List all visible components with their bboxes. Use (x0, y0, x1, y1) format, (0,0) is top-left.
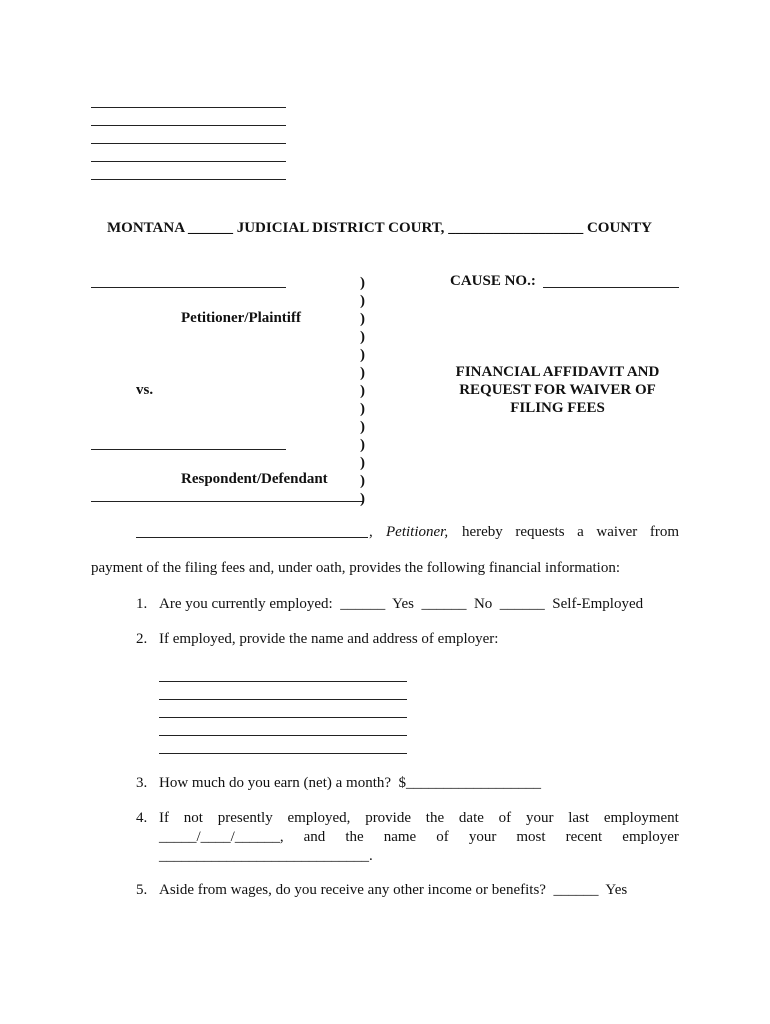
caption-bottom-line (91, 501, 363, 502)
q4-line-2 (159, 829, 679, 846)
paren-1: ) (360, 275, 365, 291)
address-line-5[interactable] (91, 179, 286, 180)
q4-word: employed, (287, 810, 351, 826)
q4-word: the (345, 829, 364, 845)
q4-word: employment (603, 810, 679, 826)
document-title (440, 363, 675, 417)
q2-number: 2. (136, 631, 148, 647)
address-line-2[interactable] (91, 125, 286, 126)
q4-word: date (458, 810, 484, 826)
q4-number: 4. (136, 810, 148, 826)
q5-number: 5. (136, 882, 148, 898)
paren-8: ) (360, 401, 365, 417)
paren-4: ) (360, 329, 365, 345)
intro-word: requests (515, 524, 565, 540)
address-line-3[interactable] (91, 143, 286, 144)
title-line-1: FINANCIAL AFFIDAVIT AND (455, 364, 660, 380)
intro-line-2: payment of the filing fees and, under oath, provides the following financial information: (91, 560, 621, 576)
q4-word: If (159, 810, 169, 826)
q4-word: and (303, 829, 326, 845)
q4-word: presently (217, 810, 273, 826)
employer-line-2[interactable] (159, 699, 407, 700)
cause-no-label: CAUSE NO.: (450, 273, 536, 289)
q4-word: last (568, 810, 590, 826)
vs-label: vs. (136, 382, 154, 398)
paren-3: ) (360, 311, 365, 327)
intro-comma: , (369, 524, 373, 540)
paren-9: ) (360, 419, 365, 435)
q4-word: of (498, 810, 512, 826)
caption-paren-column (360, 274, 370, 508)
q4-employer-blank[interactable]: ____________________________. (159, 848, 373, 864)
employer-line-1[interactable] (159, 681, 407, 682)
paren-12: ) (360, 473, 365, 489)
petitioner-name-line[interactable] (91, 287, 286, 288)
q2-text: If employed, provide the name and address of employer: (159, 631, 499, 647)
q4-word: the (425, 810, 445, 826)
intro-petitioner-word: Petitioner, (386, 524, 449, 540)
q1-number: 1. (136, 596, 148, 612)
cause-no-field[interactable] (543, 287, 679, 288)
q3-number: 3. (136, 775, 148, 791)
intro-word: a (577, 524, 584, 540)
q4-word: not (183, 810, 203, 826)
employer-line-3[interactable] (159, 717, 407, 718)
title-line-3: FILING FEES (510, 400, 605, 416)
respondent-name-line[interactable] (91, 449, 286, 450)
respondent-label: Respondent/Defendant (181, 471, 328, 487)
petitioner-name-blank[interactable] (136, 537, 368, 538)
q4-word: your (525, 810, 554, 826)
address-line-4[interactable] (91, 161, 286, 162)
title-line-2: REQUEST FOR WAIVER OF (459, 382, 656, 398)
paren-11: ) (360, 455, 365, 471)
q3-text: How much do you earn (net) a month? $__________________ (159, 775, 542, 791)
intro-word: from (649, 524, 679, 540)
q4-word: most (516, 829, 546, 845)
court-heading-part-2: __________________ COUNTY (448, 220, 652, 236)
court-heading-part-1: MONTANA ______ JUDICIAL DISTRICT COURT, (107, 220, 445, 236)
q4-word: provide (365, 810, 412, 826)
court-heading (107, 220, 652, 237)
paren-5: ) (360, 347, 365, 363)
q4-word: _____/____/______, (159, 829, 284, 845)
q4-word: name (383, 829, 417, 845)
q4-line-1 (159, 810, 679, 827)
intro-word: hereby (462, 524, 503, 540)
q4-word: of (436, 829, 449, 845)
intro-line-1-rest (462, 524, 679, 541)
intro-word: waiver (596, 524, 638, 540)
q4-word: employer (622, 829, 679, 845)
paren-10: ) (360, 437, 365, 453)
employer-line-4[interactable] (159, 735, 407, 736)
paren-2: ) (360, 293, 365, 309)
paren-13: ) (360, 491, 365, 507)
petitioner-label: Petitioner/Plaintiff (181, 310, 301, 326)
employer-line-5[interactable] (159, 753, 407, 754)
paren-6: ) (360, 365, 365, 381)
address-line-1[interactable] (91, 107, 286, 108)
q1-text: Are you currently employed: ______ Yes ______ No ______ Self-Employed (159, 596, 644, 612)
q5-text: Aside from wages, do you receive any other income or benefits? ______ Yes (159, 882, 628, 898)
q4-word: your (468, 829, 497, 845)
q4-word: recent (565, 829, 603, 845)
paren-7: ) (360, 383, 365, 399)
